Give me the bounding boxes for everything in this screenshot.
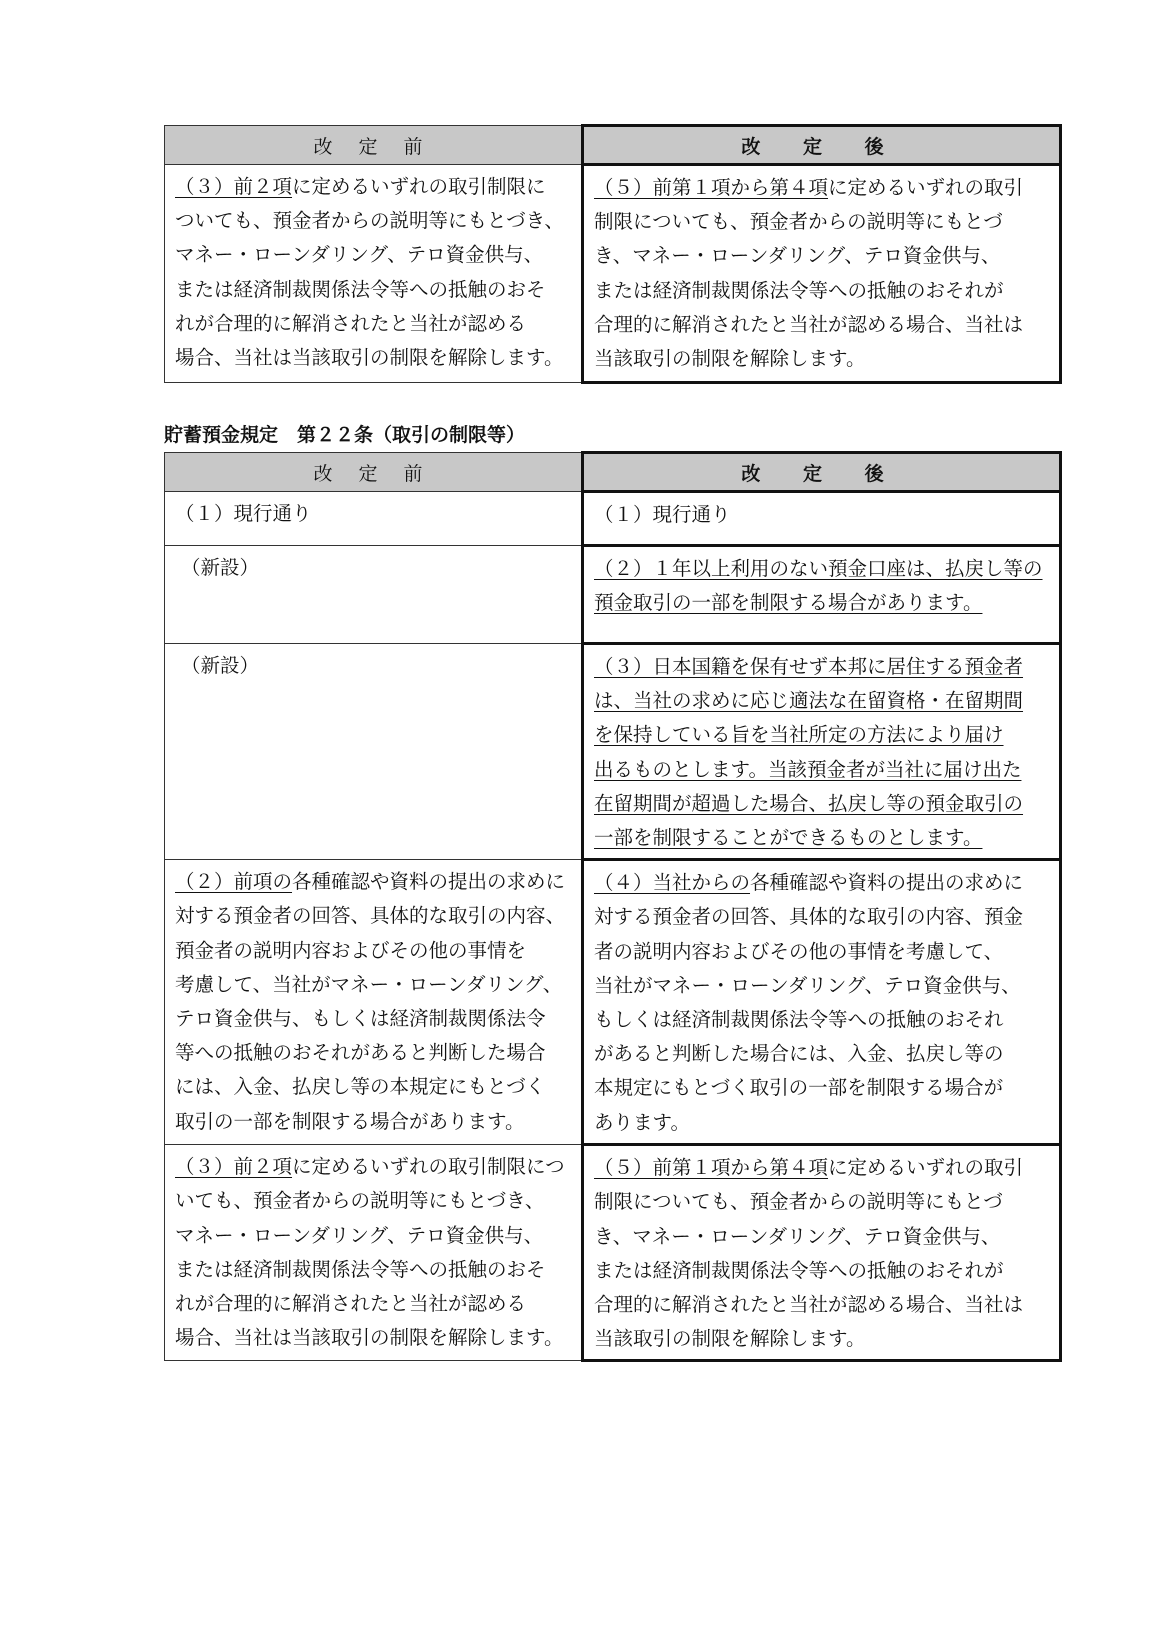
changed-mark: （４）当社からの: [594, 871, 751, 895]
table-row: [165, 492, 1061, 546]
header-after: 改 定 後: [583, 126, 1061, 165]
cell-before: （２）前項の各種確認や資料の提出の求めに 対する預金者の回答、具体的な取引の内容、 預金者の説明内容およびその他の事情を 考慮して、当社がマネー・ローンダリング、 テロ資金供与、もしくは経済制裁関係法令 等への抵触のおそれがあると判断した場合 には、入金、払戻し等の本規定にもとづく 取引の一部を制限する場合があります。: [165, 860, 583, 1145]
header-before: 改 定 前: [165, 453, 583, 492]
cell-after: [583, 644, 1061, 860]
clause-text: （５）前第１項から第４項に定めるいずれの取引 制限についても、預金者からの説明等にもとづ き、マネー・ローンダリング、テロ資金供与、 または経済制裁関係法令等への抵触のおそれが 合理的に解消されたと当社が認める場合、当社は 当該取引の制限を解除します。: [594, 176, 1024, 371]
changed-mark: （５）前第１項から第４項: [594, 176, 829, 199]
cell-before: （３）前２項に定めるいずれの取引制限につ いても、預金者からの説明等にもとづき、 マネー・ローンダリング、テロ資金供与、 または経済制裁関係法令等への抵触のおそ れが合理的に解消されたと当社が認める 場合、当社は当該取引の制限を解除します。: [165, 1145, 583, 1361]
cell-after: （４）当社からの各種確認や資料の提出の求めに 対する預金者の回答、具体的な取引の内容、預金 者の説明内容およびその他の事情を考慮して、 当社がマネー・ローンダリング、テロ資金供与、 もしくは経済制裁関係法令等への抵触のおそれ があると判断した場合には、入金、払戻し等の 本規定にもとづく取引の一部を制限する場合が あります。: [583, 860, 1061, 1145]
changed-mark: （３）前２項: [175, 1155, 293, 1179]
comparison-table-1: [164, 124, 1062, 384]
changed-mark: （３）前２項: [175, 175, 293, 198]
cell-after: （１）現行通り: [583, 492, 1061, 546]
cell-after: [583, 546, 1061, 644]
section-caption: 貯蓄預金規定 第２２条（取引の制限等）: [164, 424, 526, 446]
table-row: [165, 860, 1061, 1145]
new-clause-text: （３）日本国籍を保有せず本邦に居住する預金者 は、当社の求めに応じ適法な在留資格・在留期間 を保持している旨を当社所定の方法により届け 出るものとします。当該預金者が当社に届け出た 在留期間が超過した場合、払戻し等の預金取引の 一部を制限することができるものとします。: [594, 655, 1024, 850]
cell-after: （５）前第１項から第４項に定めるいずれの取引 制限についても、預金者からの説明等にもとづ き、マネー・ローンダリング、テロ資金供与、 または経済制裁関係法令等への抵触のおそれが 合理的に解消されたと当社が認める場合、当社は 当該取引の制限を解除します。: [583, 1145, 1061, 1361]
clause-text: （３）前２項に定めるいずれの取引制限に ついても、預金者からの説明等にもとづき、 マネー・ローンダリング、テロ資金供与、 または経済制裁関係法令等への抵触のおそ れが合理的に解消されたと当社が認める 場合、当社は当該取引の制限を解除します。: [175, 175, 564, 370]
header-after: 改 定 後: [583, 453, 1061, 492]
cell-before: （１）現行通り: [165, 492, 583, 546]
changed-mark: （２）前項の: [175, 870, 293, 894]
comparison-table-2: [164, 451, 1062, 1362]
table-row: [165, 644, 1061, 860]
cell-after: [583, 165, 1061, 383]
header-before: 改 定 前: [165, 126, 583, 165]
table-row: [165, 1145, 1061, 1361]
changed-mark: （５）前第１項から第４項: [594, 1156, 829, 1180]
table-header: [165, 126, 1061, 165]
new-clause-text: （２）１年以上利用のない預金口座は、払戻し等の 預金取引の一部を制限する場合があります。: [594, 557, 1043, 615]
cell-before: （新設）: [165, 546, 583, 644]
cell-before: （新設）: [165, 644, 583, 860]
table-row: [165, 546, 1061, 644]
cell-before: [165, 165, 583, 383]
table-header: [165, 453, 1061, 492]
table-row: [165, 165, 1061, 383]
